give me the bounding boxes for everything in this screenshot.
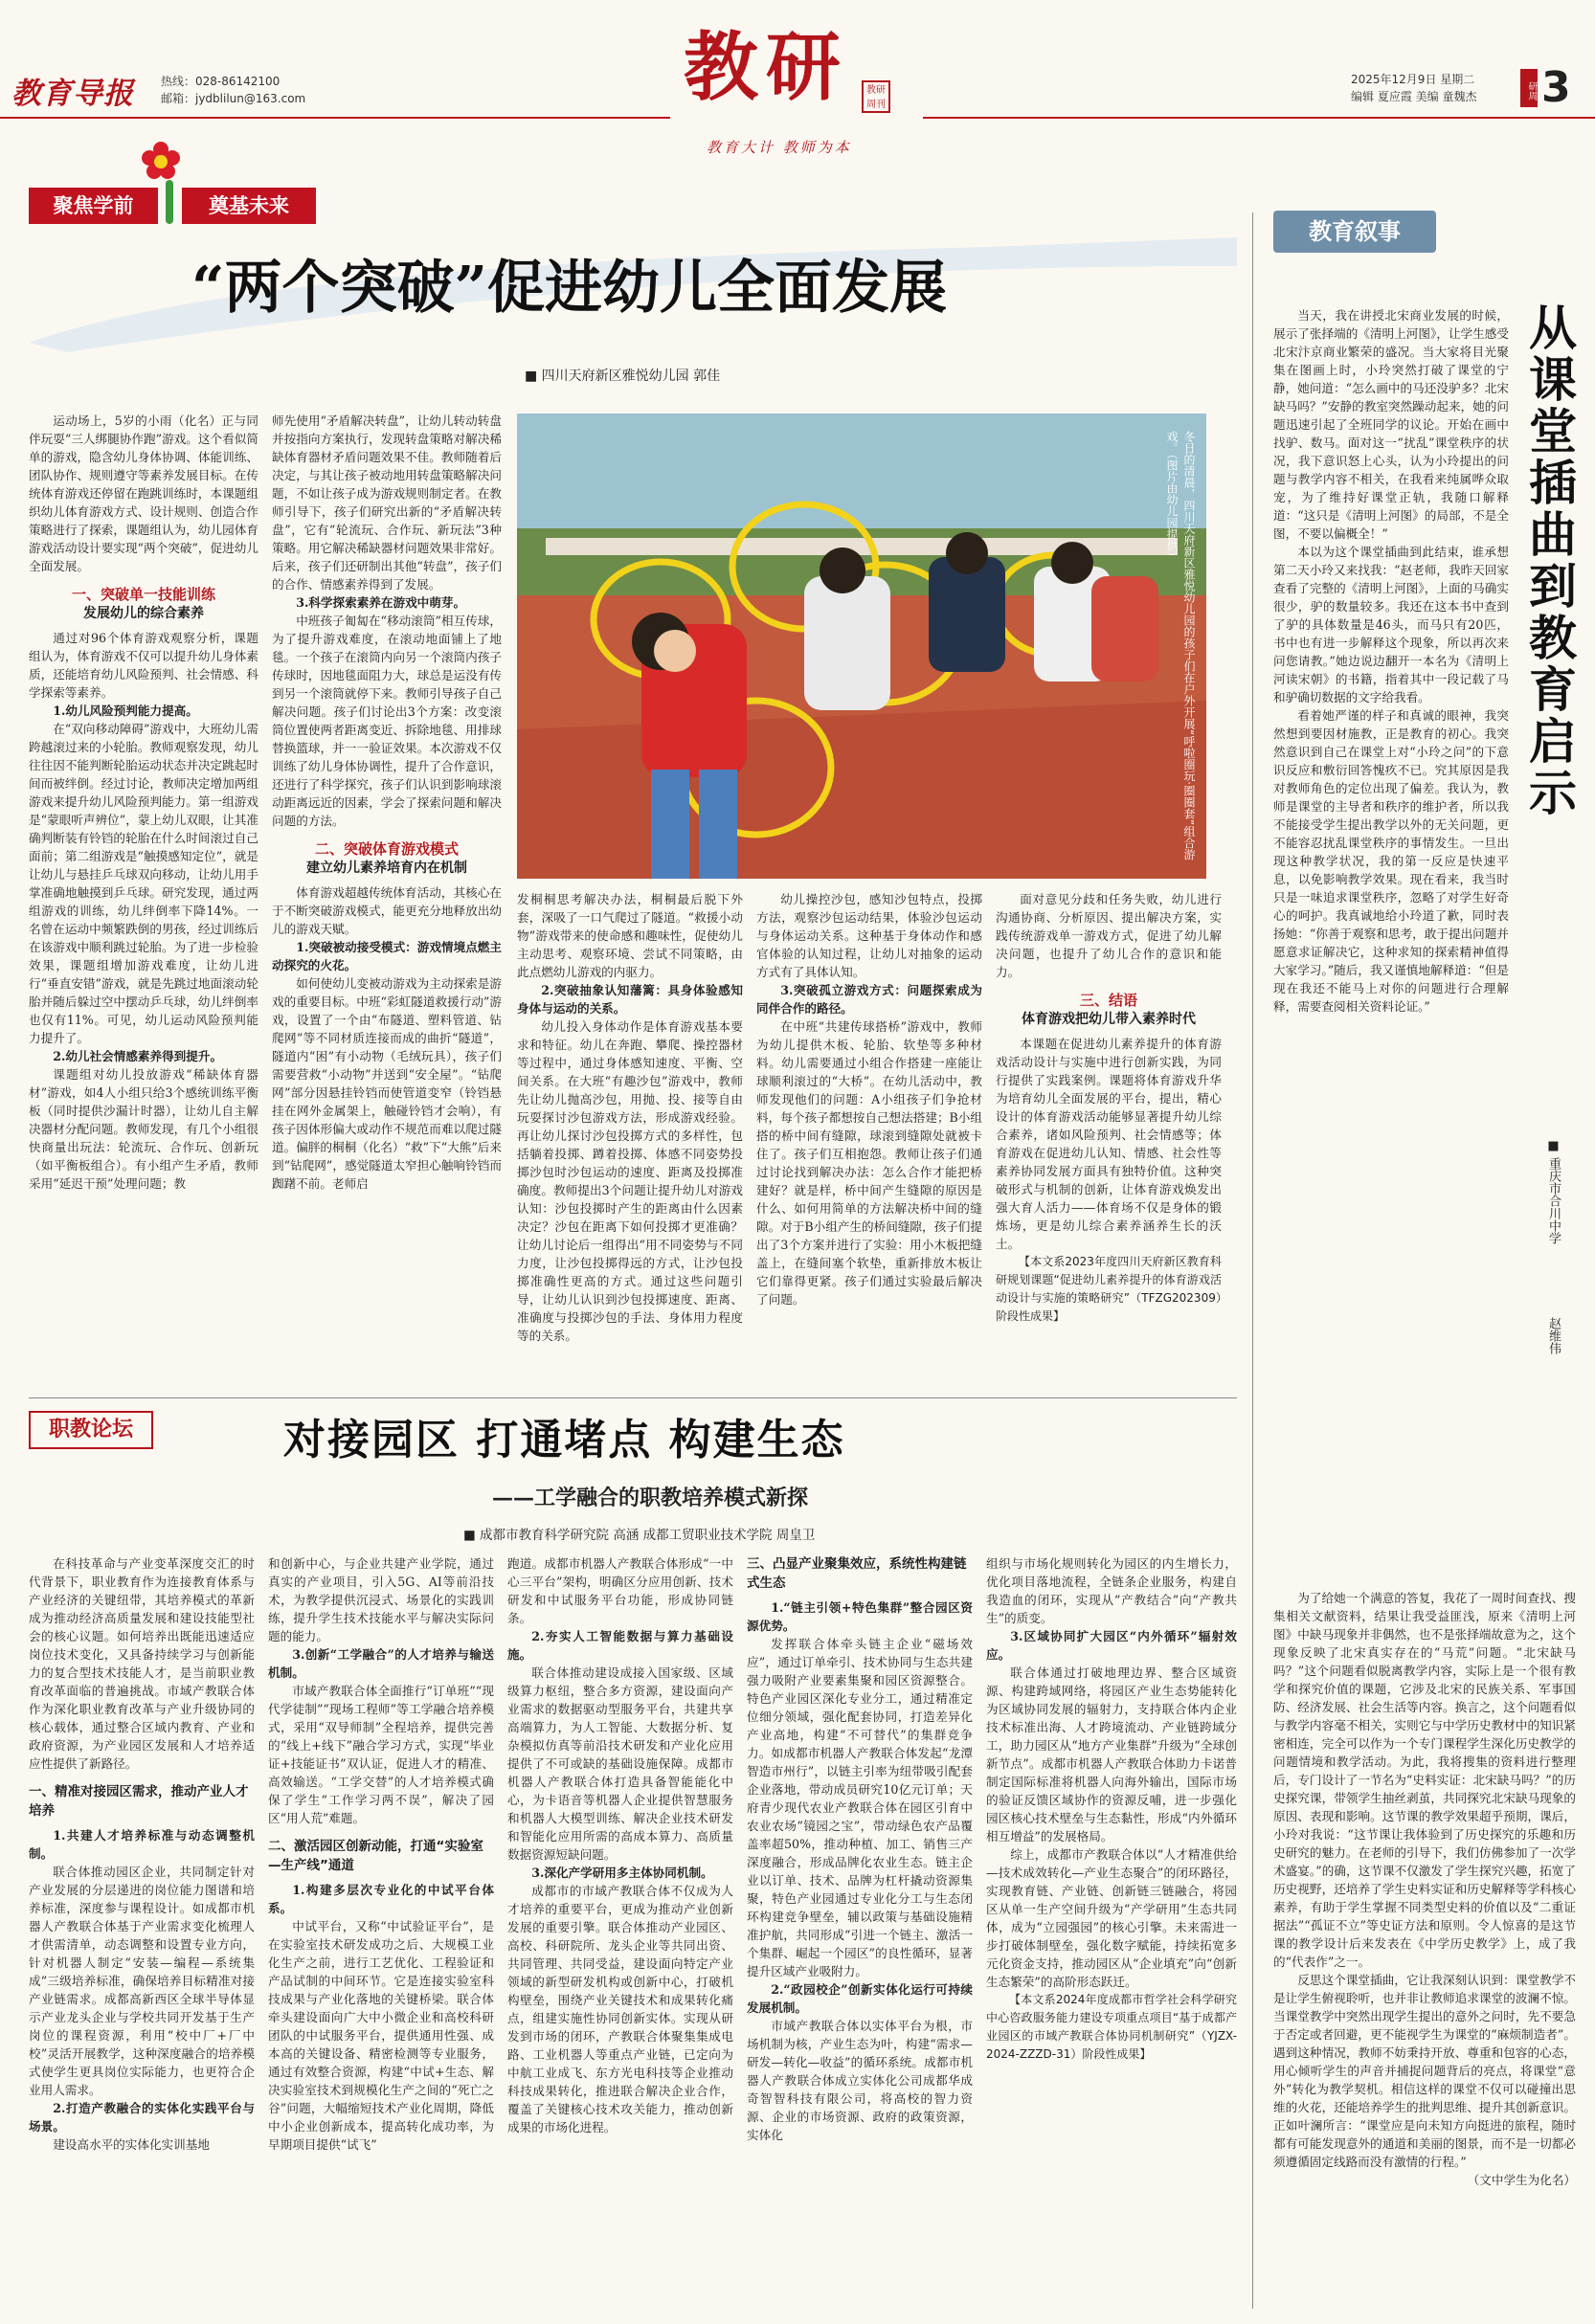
section-title: 教研: [684, 24, 849, 111]
article2-column-5: [986, 1554, 1237, 2309]
article1-column-3: [517, 890, 743, 1380]
article2-subheading: 2.打造产教融合的实体化实践平台与场景。: [29, 2101, 255, 2134]
article1-paragraph: 幼儿操控沙包，感知沙包特点，投掷方法，观察沙包运动结果，体验沙包运动与身体运动关系。这种基于身体动作和感官体验的认知过程，让幼儿对抽象的运动方式有了具体认知。: [756, 892, 982, 979]
article2-heading-2: 二、激活园区创新动能，打通“实验室—生产线”通道: [268, 1839, 483, 1873]
article2-subtitle: ——工学融合的职教培养模式新探: [492, 1486, 809, 1510]
article1-heading-2-text: 二、突破体育游戏模式: [314, 840, 459, 858]
paper-name-logo: 教育导报: [11, 77, 134, 111]
article1-paragraph: 课题组对幼儿投放游戏“稀缺体育器材”游戏，如4人小组只给3个感统训练平衡板（同时提供沙漏计时器），让幼儿自主解决器材分配问题。教师发现，有几个小组很快商量出玩法：轮流玩、合作玩、创新玩（如平衡板组合）。有小组产生矛盾，教师采用“延迟干预”处理问题；教: [29, 1067, 258, 1191]
article3-paragraph: 看着她严谨的样子和真诚的眼神，我突然想到要因材施教，正是教育的初心。我突然意识到自己在课堂上对“小玲之问”的下意识反应和敷衍回答愧疚不已。究其原因是我对教师角色的定位出现了偏差。我认为，教师是课堂的主导者和秩序的维护者，所以我不能接受学生提出教学以外的无关问题，更不能容忍扰乱课堂秩序的事情发生。一旦出现这种教学状况，我的第一反应是快速平息，以免影响教学效果。现在看来，我当时只是一味追求课堂秩序，忽略了对学生好奇心的呵护。我真诚地给小玲道了歉，同时表扬她：“你善于观察和思考，敢于提出问题并愿意求证解决它，这种求知的探索精神值得大家学习。”随后，我又谨慎地解释道：“但是现在我还不能马上对你的问题进行合理解释，需要查阅相关资料论证。”: [1273, 708, 1509, 1014]
article1-paragraph: 体育游戏超越传统体育活动，其核心在于不断突破游戏模式，能更充分地释放出幼儿的游戏天赋。: [272, 885, 502, 936]
article2-heading-1: 一、精准对接园区需求，推动产业人才培养: [29, 1784, 249, 1819]
article3-paragraph: 本以为这个课堂插曲到此结束，谁承想第二天小玲又来找我：“赵老师，我昨天回家查看了完整的《清明上河图》，上面的马确实很少，驴的数量较多。我还在这本书中查到了驴的具体数量是46头，而马只有20匹，书中也有进一步解释这个现象，所以再次来问您请教。”她边说边翻开一本名为《清明上河读宋朝》的书籍，指着其中一段记载了马和驴确切数据的文字给我看。: [1273, 545, 1509, 704]
article1-byline: ■ 四川天府新区雅悦幼儿园 郭佳: [525, 369, 721, 384]
article2-heading-3: 三、凸显产业聚集效应，系统性构建链式生态: [747, 1556, 967, 1591]
article1-heading-2-sub: 建立幼儿素养培育内在机制: [306, 860, 467, 876]
page-badge: 研周: [1520, 69, 1538, 107]
flower-stem-icon: [166, 180, 173, 224]
article1-photo: [517, 413, 1206, 879]
issue-date: 2025年12月9日 星期二: [1351, 73, 1475, 86]
article2-subheading: 2.“政园校企”创新实体化运行可持续发展机制。: [747, 1982, 973, 2015]
article2-subheading: 1.共建人才培养标准与动态调整机制。: [29, 1828, 255, 1861]
article-divider: [29, 1397, 1237, 1398]
article2-paragraph: 市域产教联合体以实体平台为根，市场机制为核，产业生态为叶，构建“需求—研发—转化—收益”的循环系统。成都市机器人产教联合体成立实体化公司成都华成奇智智科技有限公司，将高校的智力资源、企业的市场资源、政府的政策资源，实体化: [747, 2019, 973, 2142]
article1-paragraph: 本课题在促进幼儿素养提升的体育游戏活动设计与实施中进行创新实践，为同行提供了实践案例。课题将体育游戏升华为培育幼儿全面发展的平台，提出，精心设计的体育游戏活动能够显著提升幼儿综合素养，诸如风险预判、社会情感等；体育游戏在促进幼儿认知、情感、社会性等素养协同发展方面具有独特价值。这种突破形式与机制的创新，让体育游戏焕发出强大育人活力——体育场不仅是身体的锻炼场，更是幼儿综合素养涵养生长的沃土。: [996, 1037, 1222, 1251]
article3-paragraph: 当天，我在讲授北宋商业发展的时候，展示了张择端的《清明上河图》，让学生感受北宋汴京商业繁荣的盛况。当大家将目光聚集在图画上时，小玲突然打破了课堂的宁静，她问道：“怎么画中的马还没驴多？北宋缺马吗？”安静的教室突然躁动起来，她的问题迅速引起了全班同学的议论。开始在画中找驴、数马。面对这一“扰乱”课堂秩序的状况，我下意识怒上心头，认为小玲提出的问题与教学内容不相关，在我看来纯属哗众取宠，为了维持好课堂正轨，我随口解释道：“这只是《清明上河图》的局部，不是全图，不要以偏概全！”: [1273, 308, 1509, 541]
email: 邮箱：jydblilun@163.com: [161, 92, 306, 105]
section-seal: 教研周刊: [862, 80, 890, 113]
article1-column-5: [996, 890, 1222, 1380]
masthead: [0, 0, 1595, 156]
article2-paragraph: 在科技革命与产业变革深度交汇的时代背景下，职业教育作为连接教育体系与产业经济的关键纽带，其培养模式的革新成为推动经济高质量发展和建设技能型社会的核心议题。如何培养出既能迅速适应岗位技术变化，又具备持续学习与创新能力的复合型技术技能人才，是当前职业教育改革面临的普遍挑战。市域产教联合体作为深化职业教育改革与产业升级协同的核心载体，通过整合区域内教育、产业和政府资源，为产业园区发展和人才培养适应性提供了新路径。: [29, 1556, 255, 1771]
article1-paragraph: 面对意见分歧和任务失败，幼儿进行沟通协商、分析原因、提出解决方案，实践传统游戏单一游戏方式，促进了幼儿解决问题，也提升了幼儿合作的意识和能力。: [996, 892, 1222, 979]
article3-paragraph: 反思这个课堂插曲，它让我深刻认识到：课堂教学不是让学生俯视聆听，也并非让教师追求课堂的波澜不惊。当课堂教学中突然出现学生提出的意外之问时，先不要急于否定或者回避，更不能视学生为课堂的“麻烦制造者”。遇到这种情况，教师不妨秉持开放、尊重和包容的心态，用心倾听学生的声音并捕捉问题背后的亮点，将课堂“意外”转化为教学契机。相信这样的课堂不仅可以碰撞出思维的火花，还能培养学生的批判思维、提升其创新意识。正如叶澜所言：“课堂应是向未知方向挺进的旅程，随时都有可能发现意外的通道和美丽的图景，而不是一切都必须遵循固定线路而没有激情的行程。”: [1273, 1973, 1576, 2169]
masthead-rule: [0, 117, 670, 119]
article3-column-label: 教育叙事: [1273, 211, 1436, 253]
article2-title: 对接园区 打通堵点 构建生态: [283, 1416, 845, 1464]
article1-heading-3-sub: 体育游戏把幼儿带入素养时代: [1022, 1012, 1196, 1027]
article1-paragraph: 幼儿投入身体动作是体育游戏基本要求和特征。幼儿在奔跑、攀爬、操控器材等过程中，通过身体感知速度、平衡、空间关系。在大班“有趣沙包”游戏中，教师先让幼儿抛高沙包，用抛、投、接等自由玩耍探讨沙包游戏方法，形成游戏经验。再让幼儿探讨沙包投掷方式的多样性，包括躺着投掷、蹲着投掷、体感不同姿势投掷沙包时沙包运动的速度、距离及投掷准确度。教师提出3个问题让提升幼儿对游戏认知：沙包投掷时产生的距离由什么因素决定？沙包在距离下如何投掷才更准确？让幼儿讨论后一组得出“用不同姿势与不同力度，让沙包投掷得远的方式，让沙包投掷准确性更高的方式。通过这些问题引导，让幼儿认识到沙包投掷速度、距离、准确度与投掷沙包的手法、身体用力程度等的关系。: [517, 1019, 743, 1343]
article1-paragraph: 发桐桐思考解决办法，桐桐最后脱下外套，深吸了一口气爬过了隧道。“救援小动物”游戏带来的使命感和趣味性，促使幼儿主动思考、观察环境、尝试不同策略，由此点燃幼儿游戏的内驱力。: [517, 892, 743, 979]
article3-author-note: （文中学生为化名）: [1467, 2173, 1576, 2187]
article3-column-bottom: [1273, 1589, 1576, 2309]
article1-heading-3-text: 三、结语: [1079, 992, 1137, 1009]
article1-heading-1-text: 一、突破单一技能训练: [71, 586, 215, 603]
article1-heading-1: [29, 585, 258, 623]
article2-column-label: 职教论坛: [29, 1411, 153, 1449]
article1-paragraph: 如何使幼儿变被动游戏为主动探索是游戏的重要目标。中班“彩虹隧道救援行动”游戏，设置了一个由“布隧道、塑料管道、钻爬网”等不同材质连接而成的曲折“隧道”，隧道内“困”有小动物（毛绒玩具），孩子们需要营救“小动物”并送到“安全屋”。“钻爬网”部分因悬挂铃铛而使管道变窄（铃铛悬挂在网外金属架上，触碰铃铛才会响），有孩子因体形偏大或动作不规范而难以爬过隧道。偏胖的桐桐（化名）“救”下“大熊”后来到“钻爬网”，感觉隧道太窄担心触响铃铛而踟躇不前。老师启: [272, 976, 502, 1191]
article2-column-2: [268, 1554, 494, 2309]
article1-heading-1-sub: 发展幼儿的综合素养: [83, 606, 204, 621]
article2-subheading: 3.深化产学研用多主体协同机制。: [531, 1866, 713, 1880]
hotline: 热线：028-86142100: [161, 75, 281, 88]
article2-paragraph: 联合体推动建设成接入国家级、区域级算力枢纽，整合多方资源，建设面向产业需求的数据驱动型服务平台，共建共享高端算力，为人工智能、大数据分析、复杂模拟仿真等前沿技术研发和产业化应用提供了不可或缺的基础设施保障。成都市机器人产教联合体打造具备智能能化中心，为卡语音等机器人企业提供智慧服务和机器人大模型训练、解决企业技术研发和智能化应用所需的高成本算力、高质量数据资源短缺问题。: [507, 1665, 733, 1862]
article2-paragraph: 中试平台，又称“中试验证平台”，是在实验室技术研发成功之后、大规模工业化生产之前，进行工艺优化、工程验证和产品试制的中间环节。它是连接实验室科技成果与产业化落地的关键桥梁。联合体牵头建设面向广大中小微企业和高校科研团队的中试服务平台，提供通用性强、成本高的关键设备、精密检测等专业服务，通过有效整合资源，构建“中试+生态、解决实验室技术到规模化生产之间的“死亡之谷”问题，大幅缩短技术产业化周期，降低中小企业创新成本，提高转化成功率，为早期项目提供“试飞”: [268, 1919, 494, 2152]
article2-subheading: 2.夯实人工智能数据与算力基础设施。: [507, 1629, 733, 1662]
article2-byline: ■ 成都市教育科学研究院 高涵 成都工贸职业技术学院 周皇卫: [463, 1528, 816, 1543]
article1-subheading: 1.突破被动接受模式：游戏情境点燃主动探究的火花。: [272, 940, 502, 972]
column-banner: [29, 188, 316, 224]
article1-subheading: 1.幼儿风险预判能力提高。: [53, 704, 198, 718]
article3-author-name: 赵维伟: [1546, 1317, 1561, 1354]
column-divider-right: [1252, 212, 1253, 2309]
article2-paragraph: 市域产教联合体全面推行“订单班”“现代学徒制”“现场工程师”等工学融合培养模式，采用“双导师制”全程培养，提供完善的“线上+线下”融合学习方式，实现“毕业证+技能证书”双认证，促进人才的精准、高效输送。“工学交替”的人才培养模式确保了学生“工作学习两不误”，解决了园区“用人荒”难题。: [268, 1684, 494, 1825]
article1-subheading: 3.科学探索素养在游戏中萌芽。: [296, 595, 466, 610]
banner-right: 奠基未来: [182, 188, 316, 224]
article1-paragraph: 在中班“共建传球搭桥”游戏中，教师为幼儿提供木板、轮胎、软垫等多种材料。幼儿需要通过小组合作搭建一座能让球顺利滚过的“大桥”。在幼儿活动中，教师发现他们的问题：A小组孩子们争抢材料，每个孩子都想按自己想法搭建；B小组搭的桥中间有缝隙，球滚到缝隙处就被卡住了。孩子们互相抱怨。教师让孩子们通过讨论找到解决办法：怎么合作才能把桥建好？就是样，桥中间产生缝隙的原因是什么、如何用简单的方法解决桥中间的缝隙。对于B小组产生的桥间缝隙，孩子们提出了3个方案并进行了实验：用小木板把缝盖上，在缝间塞个软垫，重新排放木板让它们靠得更紧。孩子们通过实验最后解决了问题。: [756, 1019, 982, 1307]
masthead-rule-right: [923, 117, 1595, 119]
article2-subheading: 1.“链主引领+特色集群”整合园区资源优势。: [747, 1600, 973, 1633]
article2-subheading: 3.区域协同扩大园区“内外循环”辐射效应。: [986, 1629, 1237, 1662]
article3-paragraph: 为了给她一个满意的答复，我花了一周时间查找、搜集相关文献资料，结果让我受益匪浅，原来《清明上河图》中缺马现象并非偶然，也不是张择端故意为之，这个现象反映了北宋真实存在的“马荒”问题。“北宋缺马吗？”这个问题看似脱离教学内容，实际上是一个很有教学和探究价值的课题，它涉及北宋的民族关系、军事国防、经济发展、社会生活等内容。换言之，这个问题看似与教学内容毫不相关，实则它与中学历史教材中的知识紧密相连，完全可以作为一个专门课程学生深化历史教学的问题情境和教学活动。为此，我将搜集的资料进行整理后，专门设计了一节名为“史料实证：北宋缺马吗？”的历史探究课，带领学生抽丝剥茧，共同探究北宋缺马现象的原因、表现和影响。这节课的教学效果超乎预期，课后，小玲对我说：“这节课让我体验到了历史探究的乐趣和历史研究的魅力。在老师的引导下，我们仿佛参加了一次学术盛宴。”的确，这节课不仅激发了学生探究兴趣，拓宽了历史视野，还培养了学生史料实证和历史解释等学科核心素养，有助于学生掌握不同类型史料的价值以及“二重证据法”“孤证不立”等史证方法和原则。令人惊喜的是这节课的教学设计后来发表在《中学历史教学》上，成了我的“代表作”之一。: [1273, 1591, 1576, 1969]
banner-left: 聚焦学前: [29, 188, 158, 224]
article2-paragraph: 综上，成都市产教联合体以“人才精准供给—技术成效转化—产业生态聚合”的闭环路径，实现教育链、产业链、创新链三链融合，将园区从单一生产空间升级为“产学研用”生态共同体，成为“立园强园”的核心引擎。未来需进一步打破体制壁垒，强化数字赋能，持续拓宽多元化资金支持，推动园区从“企业填充”向“创新生态繁荣”的高阶形态跃迁。: [986, 1847, 1237, 1989]
article2-funding-note: 【本文系2024年度成都市哲学社会科学研究中心咨政服务能力建设专项重点项目“基于成都产业园区的市域产教联合体协同机制研究”（YJZX-2024-ZZZD-31）阶段性成果】: [986, 1993, 1237, 2061]
page-number: 3: [1541, 63, 1571, 112]
article1-title: “两个突破”促进幼儿全面发展: [191, 255, 948, 322]
article2-paragraph: 和创新中心，与企业共建产业学院，通过真实的产业项目，引入5G、AI等前沿技术，为教学提供沉浸式、场景化的实践训练，提升学生技术技能水平与解决实际问题的能力。: [268, 1556, 494, 1643]
editors: 编辑 夏应霞 美编 童魏杰: [1351, 90, 1477, 103]
article2-column-4: [747, 1554, 973, 2309]
article1-funding-note: 【本文系2023年度四川天府新区教育科研规划课题“促进幼儿素养提升的体育游戏活动设计与实施的策略研究”（TFZG202309）阶段性成果】: [996, 1255, 1222, 1323]
article3-author-school: ■ 重庆市合川中学: [1546, 1139, 1561, 1245]
article1-heading-3: [996, 991, 1222, 1029]
article1-column-1: [29, 412, 258, 1380]
article1-paragraph: 通过对96个体育游戏观察分析，课题组认为，体育游戏不仅可以提升幼儿身体素质，还能培育幼儿风险预判、社会情感、科学探索等素养。: [29, 631, 258, 700]
article1-heading-2: [272, 839, 502, 878]
article1-subheading: 2.幼儿社会情感素养得到提升。: [53, 1049, 223, 1063]
article2-column-3: [507, 1554, 733, 2309]
article2-subheading: 3.创新“工学融合”的人才培养与输送机制。: [268, 1647, 494, 1680]
article2-column-1: [29, 1554, 255, 2309]
article1-intro: 运动场上，5岁的小雨（化名）正与同伴玩耍“三人绑腿协作跑”游戏。这个看似简单的游戏，隐含幼儿身体协调、体能训练、团队协作、规则遵守等素养发展目标。在传统体育游戏还停留在跑跳训练时，本课题组织幼儿体育游戏方式、设计规则、创造合作策略进行了探索，课题组认为，幼儿园体育游戏活动设计要实现“两个突破”，促进幼儿全面发展。: [29, 413, 258, 573]
article2-paragraph: 发挥联合体牵头链主企业“磁场效应”，通过订单牵引、技术协同与生态共建强力吸附产业要素集聚和园区资源整合。特色产业园区深化专业分工，通过精准定位细分领域，强化配套协同，打造差异化产业高地，构建“不可替代”的集群竞争力。如成都市机器人产教联合体发起“龙潭智造市州行”，以链主引率为纽带吸引配套企业落地，带动成员研究10亿元订单；天府青少现代农业产教联合体在园区引育中农业农场“镜园之宝”，带动绿色农产品覆盖率超50%，推动种植、加工、销售三产深度融合，形成品牌化农业生态。链主企业以订单、技术、品牌为杠杆撬动资源集聚，特色产业园通过专业化分工与生态闭环构建竞争壁垒，辅以政策与基础设施精准护航，共同形成“引进一个链主、激活一个集群、崛起一个园区”的良性循环，显著提升区域产业吸附力。: [747, 1637, 973, 1978]
article1-column-4: [756, 890, 982, 1380]
article1-column-2: [272, 412, 502, 1380]
article3-column-top: [1273, 306, 1509, 1589]
article2-subheading: 1.构建多层次专业化的中试平台体系。: [268, 1883, 494, 1915]
article2-paragraph: 组织与市场化规则转化为园区的内生增长力，优化项目落地流程，全链条企业服务，构建自我造血的闭环，实现从“产教结合”向“产教共生”的质变。: [986, 1556, 1237, 1625]
article1-subheading: 3.突破孤立游戏方式：问题探索成为同伴合作的路径。: [756, 983, 982, 1016]
article3-title: 从课堂插曲到教育启示: [1521, 302, 1578, 819]
article2-paragraph: 联合体通过打破地理边界、整合区域资源、构建跨域网络，将园区产业生态势能转化为区域协同发展的辐射力，支持联合体内企业技术标准出海、人才跨境流动、产业链跨域分工，助力园区从“地方产业集群”升级为“全球创新节点”。成都市机器人产教联合体助力卡诺普制定国际标准将机器人向海外输出，国际市场的验证反馈区域协作的资源反哺，进一步强化园区核心技术壁垒与生态黏性，形成“内外循环相互增益”的发展格局。: [986, 1665, 1237, 1844]
article1-paragraph: 师先使用“矛盾解决转盘”，让幼儿转动转盘并按指向方案执行，发现转盘策略对解决稀缺体育器材矛盾问题效果不佳。教师随着后决定，与其让孩子被动地用转盘策略解决问题，不如让孩子成为游戏规则制定者。在教师引导下，孩子们研究出新的“矛盾解决转盘”，它有“轮流玩、合作玩、新玩法”3种策略。用它解决稀缺器材问题效果非常好。后来，孩子们还研制出其他“转盘”，孩子们的合作、情感素养得到了发展。: [272, 413, 502, 592]
article2-paragraph: 跑道。成都市机器人产教联合体形成“一中心三平台”架构，明确区分应用创新、技术研发和中试服务平台功能，形成协同链条。: [507, 1556, 733, 1625]
article1-paragraph: 中班孩子匍匐在“移动滚筒”相互传球，为了提升游戏难度，在滚动地面铺上了地毯。一个孩子在滚筒内向另一个滚筒内孩子传球时，因地毯面阻力大，球总是运没有传到另一个滚筒就停下来。教师引导孩子自己解决问题。孩子们讨论出3个方案：改变滚筒位置使两者距离变近、拆除地毯、用排球替换篮球，并一一验证效果。本次游戏不仅训练了幼儿身体协调性，提升了合作意识，还进行了科学探究，孩子们认识到影响球滚动距离远近的因素，学会了探索问题和解决问题的方法。: [272, 614, 502, 828]
flower-icon: [139, 140, 183, 184]
article2-paragraph: 联合体推动园区企业，共同制定针对产业发展的分层递进的岗位能力图谱和培养标准，深度参与课程设计。如成都市机器人产教联合体基于产业需求变化梳理人才供需清单，动态调整和设置专业方向，针对机器人制定“安装—编程—系统集成”三级培养标准，确保培养目标精准对接产业链需求。成都高新西区全球半导体显示产业龙头企业与学校共同开发基于生产岗位的课程资源，利用“校中厂+厂中校”灵活开展教学，这种深度融合的培养模式使学生更具岗位实际能力，也更符合企业用人需求。: [29, 1865, 255, 2097]
article2-paragraph: 成都市的市域产教联合体不仅成为人才培养的重要平台，更成为推动产业创新发展的重要引擎。联合体推动产业园区、高校、科研院所、龙头企业等共同出资、共同管理、共同受益，建设面向特定产业领域的新型研发机构或创新中心，打破机构壁垒，围绕产业关键技术和成果转化痛点，组建实施性协同创新实体。实现从研发到市场的闭环，产教联合体聚集集成电路、工业机器人等重点产业链，已定向为中航工业成飞、东方光电科技等企业推动科技成果转化，推进联合解决企业合作，覆盖了关键核心技术攻关能力，推动创新成果的市场化进程。: [507, 1884, 733, 2134]
motto: 教育大计 教师为本: [707, 139, 852, 156]
article1-paragraph: 在“双向移动障碍”游戏中，大班幼儿需跨越滚过来的小轮胎。教师观察发现，幼儿往往因不能判断轮胎运动状态并决定跳起时间而被绊倒。经过讨论，教师决定增加两组游戏来提升幼儿风险预判能力。第一组游戏是“蒙眼听声辨位”，蒙上幼儿双眼，让其准确判断装有铃铛的轮胎在什么时间滚过自己面前；第二组游戏是“触摸感知定位”，就是让幼儿与悬挂乒乓球双向移动，让幼儿用手掌准确地触摸到乒乓球。研究发现，通过两组游戏的训练，幼儿绊倒率下降14%。一名曾在运动中频繁跌倒的男孩，经过训练后在该游戏中顺利跳过轮胎。为了进一步检验效果，课题组增加游戏难度，让幼儿进行“垂直安错”游戏，就是先跳过地面滚动轮胎并随后躲过空中摆动乒乓球，幼儿绊倒率也仅有11%。可见，幼儿运动风险预判能力提升了。: [29, 722, 258, 1045]
photo-caption: 冬日的清晨，四川天府新区雅悦幼儿园的孩子们在户外开展“呼啦圈玩·圈圈套”组合游戏。（图片由幼儿园提供）: [1165, 431, 1196, 860]
article2-paragraph: 建设高水平的实体化实训基地: [53, 2137, 210, 2152]
article1-subheading: 2.突破抽象认知藩篱：具身体验感知身体与运动的关系。: [517, 983, 743, 1016]
